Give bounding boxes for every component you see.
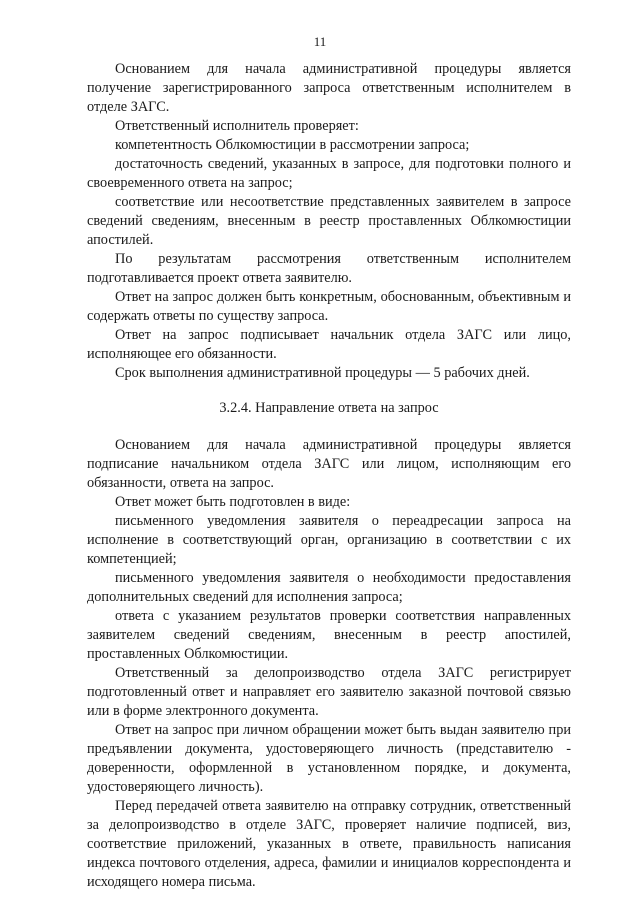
paragraph: соответствие или несоответствие представленных заявителем в запросе сведений сведениям, внесенным в реестр проставленных Облкомюстиции апостилей. [87,194,571,248]
paragraph: По результатам рассмотрения ответственным исполнителем подготавливается проект ответа заявителю. [87,251,571,286]
paragraph: Ответ на запрос должен быть конкретным, обоснованным, объективным и содержать ответы по существу запроса. [87,289,571,324]
paragraph: Перед передачей ответа заявителю на отправку сотрудник, ответственный за делопроизводство в отделе ЗАГС, проверяет наличие подписей, виз, соответствие приложений, указанных в ответе, правильность написания индекса почтового отделения, адреса, фамилии и инициалов корреспондента и исходящего номера письма. [87,798,571,890]
paragraph: компетентность Облкомюстиции в рассмотрении запроса; [115,137,470,153]
section-heading: 3.2.4. Направление ответа на запрос [219,400,439,416]
paragraph: Основанием для начала административной процедуры является получение зарегистрированного запроса ответственным исполнителем в отделе ЗАГС. [87,61,571,115]
paragraph: Ответ на запрос при личном обращении может быть выдан заявителю при предъявлении документа, удостоверяющего личность (представителю - доверенности, оформленной в установленном порядке, и документа, удостоверяющего личность). [87,722,571,795]
paragraph: Срок выполнения административной процедуры — 5 рабочих дней. [115,365,530,381]
paragraph: письменного уведомления заявителя о необходимости предоставления дополнительных сведений для исполнения запроса; [87,570,571,605]
paragraph: ответа с указанием результатов проверки соответствия направленных заявителем сведений сведениям, внесенным в реестр апостилей, проставленных Облкомюстиции. [87,608,571,662]
paragraph: письменного уведомления заявителя о переадресации запроса на исполнение в соответствующий орган, организацию в соответствии с их компетенцией; [87,513,571,567]
paragraph: Ответ на запрос подписывает начальник отдела ЗАГС или лицо, исполняющее его обязанности. [87,327,571,362]
paragraph: Основанием для начала административной процедуры является подписание начальником отдела ЗАГС или лицом, исполняющим его обязанности, ответа на запрос. [87,437,571,491]
document-body [87,60,571,892]
paragraph: Ответственный за делопроизводство отдела ЗАГС регистрирует подготовленный ответ и направляет его заявителю заказной почтовой связью или в форме электронного документа. [87,665,571,719]
paragraph: Ответ может быть подготовлен в виде: [115,494,351,510]
paragraph: достаточность сведений, указанных в запросе, для подготовки полного и своевременного ответа на запрос; [87,156,571,191]
paragraph: Ответственный исполнитель проверяет: [115,118,359,134]
page-number: 11 [313,34,327,49]
